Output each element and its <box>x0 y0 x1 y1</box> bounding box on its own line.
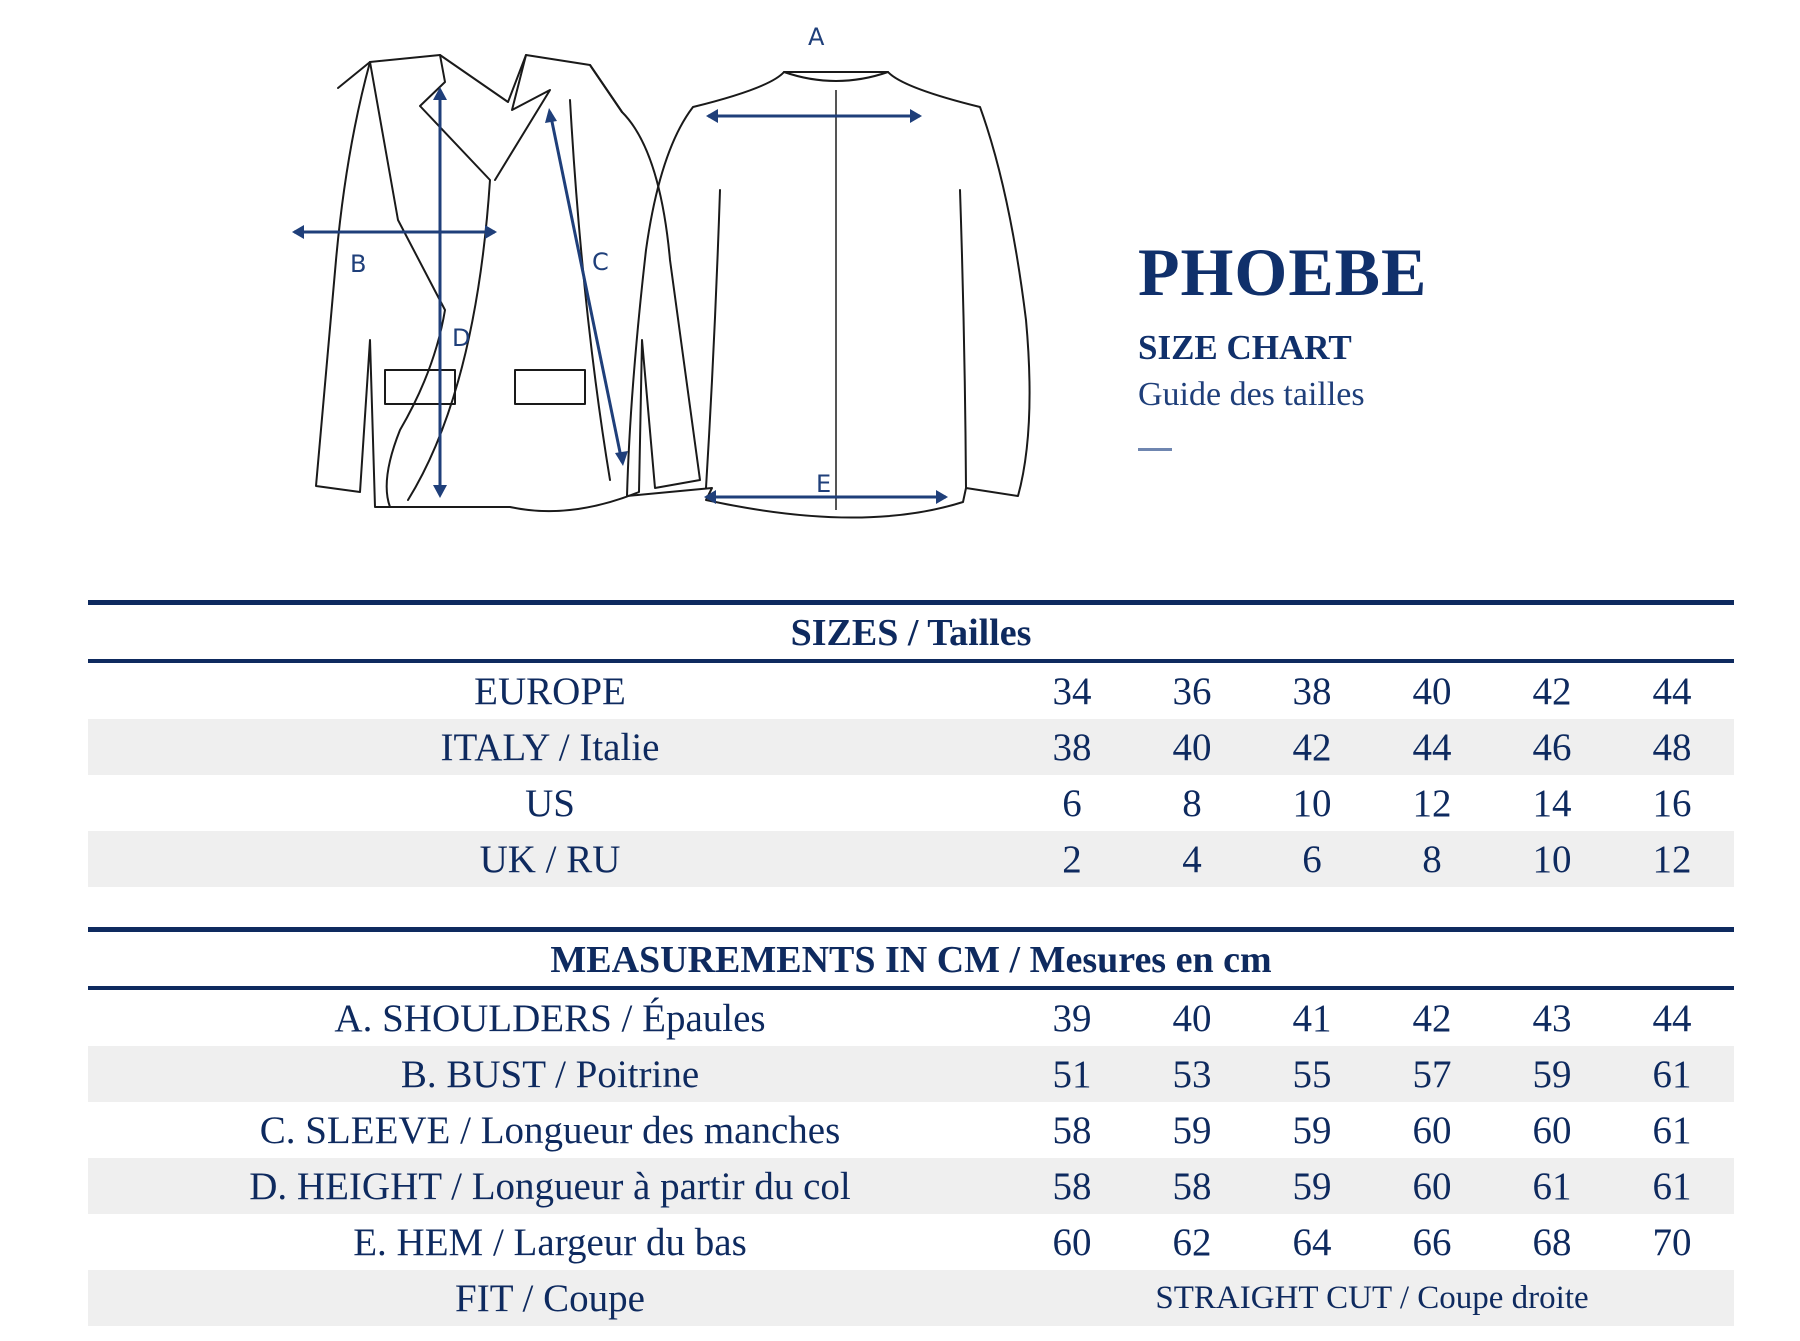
table-cell: 42 <box>1412 996 1452 1040</box>
table-cell: 44 <box>1412 725 1452 769</box>
fit-row <box>88 1270 1734 1326</box>
table-row <box>88 1214 1734 1270</box>
table-cell: 60 <box>1532 1108 1572 1152</box>
table-cell: 42 <box>1532 669 1572 713</box>
row-label: B. BUST / Poitrine <box>400 1052 700 1096</box>
table-cell: 57 <box>1412 1052 1452 1096</box>
table-cell: 61 <box>1532 1164 1572 1208</box>
table-row <box>88 1158 1734 1214</box>
table-cell: 41 <box>1292 996 1332 1040</box>
table-cell: 51 <box>1052 1052 1092 1096</box>
label-b: B <box>350 250 367 278</box>
label-c: C <box>592 248 609 276</box>
table-cell: 39 <box>1052 996 1092 1040</box>
table-cell: 46 <box>1532 725 1572 769</box>
table-cell: 53 <box>1172 1052 1212 1096</box>
table-cell: 58 <box>1172 1164 1212 1208</box>
table-cell: 4 <box>1182 837 1202 881</box>
fit-label: FIT / Coupe <box>455 1276 645 1320</box>
table-cell: 2 <box>1062 837 1082 881</box>
label-d: D <box>452 324 471 352</box>
table-cell: 48 <box>1652 725 1692 769</box>
table-cell: 16 <box>1652 781 1692 825</box>
table-cell: 44 <box>1652 996 1692 1040</box>
table-row <box>88 663 1734 719</box>
measurements-header: MEASUREMENTS IN CM / Mesures en cm <box>550 939 1272 981</box>
label-a: A <box>808 23 825 51</box>
table-cell: 55 <box>1292 1052 1332 1096</box>
table-cell: 62 <box>1172 1220 1212 1264</box>
table-cell: 58 <box>1052 1108 1092 1152</box>
table-cell: 61 <box>1652 1164 1692 1208</box>
table-cell: 59 <box>1292 1108 1332 1152</box>
table-cell: 8 <box>1182 781 1202 825</box>
table-cell: 61 <box>1652 1052 1692 1096</box>
table-cell: 70 <box>1652 1220 1692 1264</box>
table-cell: 6 <box>1062 781 1082 825</box>
sizes-rows <box>88 663 1734 887</box>
table-cell: 40 <box>1412 669 1452 713</box>
table-cell: 40 <box>1172 725 1212 769</box>
table-cell: 12 <box>1652 837 1692 881</box>
table-row <box>88 831 1734 887</box>
row-label: EUROPE <box>474 669 626 713</box>
chart-subtitle: Guide des tailles <box>1138 376 1365 413</box>
table-cell: 40 <box>1172 996 1212 1040</box>
table-cell: 14 <box>1532 781 1572 825</box>
table-row <box>88 719 1734 775</box>
table-cell: 38 <box>1052 725 1092 769</box>
row-label: C. SLEEVE / Longueur des manches <box>259 1108 841 1152</box>
fit-value: STRAIGHT CUT / Coupe droite <box>1155 1279 1589 1316</box>
sizes-table <box>88 600 1734 887</box>
measurement-rows <box>88 990 1734 1270</box>
label-e: E <box>816 470 832 498</box>
table-cell: 34 <box>1052 669 1092 713</box>
table-cell: 61 <box>1652 1108 1692 1152</box>
table-cell: 42 <box>1292 725 1332 769</box>
table-cell: 6 <box>1302 837 1322 881</box>
table-cell: 60 <box>1412 1164 1452 1208</box>
table-cell: 59 <box>1532 1052 1572 1096</box>
jacket-front-view <box>292 55 700 511</box>
table-row <box>88 990 1734 1046</box>
table-cell: 8 <box>1422 837 1442 881</box>
measurements-table <box>88 927 1734 1326</box>
jacket-diagram <box>190 10 1050 540</box>
table-cell: 58 <box>1052 1164 1092 1208</box>
table-cell: 10 <box>1532 837 1572 881</box>
table-cell: 44 <box>1652 669 1692 713</box>
product-name: PHOEBE <box>1138 234 1428 310</box>
table-cell: 10 <box>1292 781 1332 825</box>
table-cell: 38 <box>1292 669 1332 713</box>
sizes-header: SIZES / Tailles <box>790 612 1032 654</box>
table-cell: 60 <box>1412 1108 1452 1152</box>
table-row <box>88 1046 1734 1102</box>
table-cell: 59 <box>1172 1108 1212 1152</box>
jacket-back-view <box>627 23 1030 518</box>
table-row <box>88 775 1734 831</box>
table-row <box>88 1102 1734 1158</box>
table-cell: 59 <box>1292 1164 1332 1208</box>
chart-title: SIZE CHART <box>1138 328 1352 367</box>
table-cell: 66 <box>1412 1220 1452 1264</box>
table-cell: 43 <box>1532 996 1572 1040</box>
row-label: US <box>525 781 575 825</box>
title-block <box>1138 234 1428 451</box>
row-label: D. HEIGHT / Longueur à partir du col <box>249 1164 851 1208</box>
table-cell: 60 <box>1052 1220 1092 1264</box>
table-cell: 36 <box>1172 669 1212 713</box>
row-label: ITALY / Italie <box>440 725 660 769</box>
row-label: A. SHOULDERS / Épaules <box>334 996 766 1040</box>
row-label: E. HEM / Largeur du bas <box>353 1220 747 1264</box>
table-cell: 68 <box>1532 1220 1572 1264</box>
row-label: UK / RU <box>479 837 621 881</box>
divider-dash <box>1138 448 1172 451</box>
table-cell: 12 <box>1412 781 1452 825</box>
table-cell: 64 <box>1292 1220 1332 1264</box>
